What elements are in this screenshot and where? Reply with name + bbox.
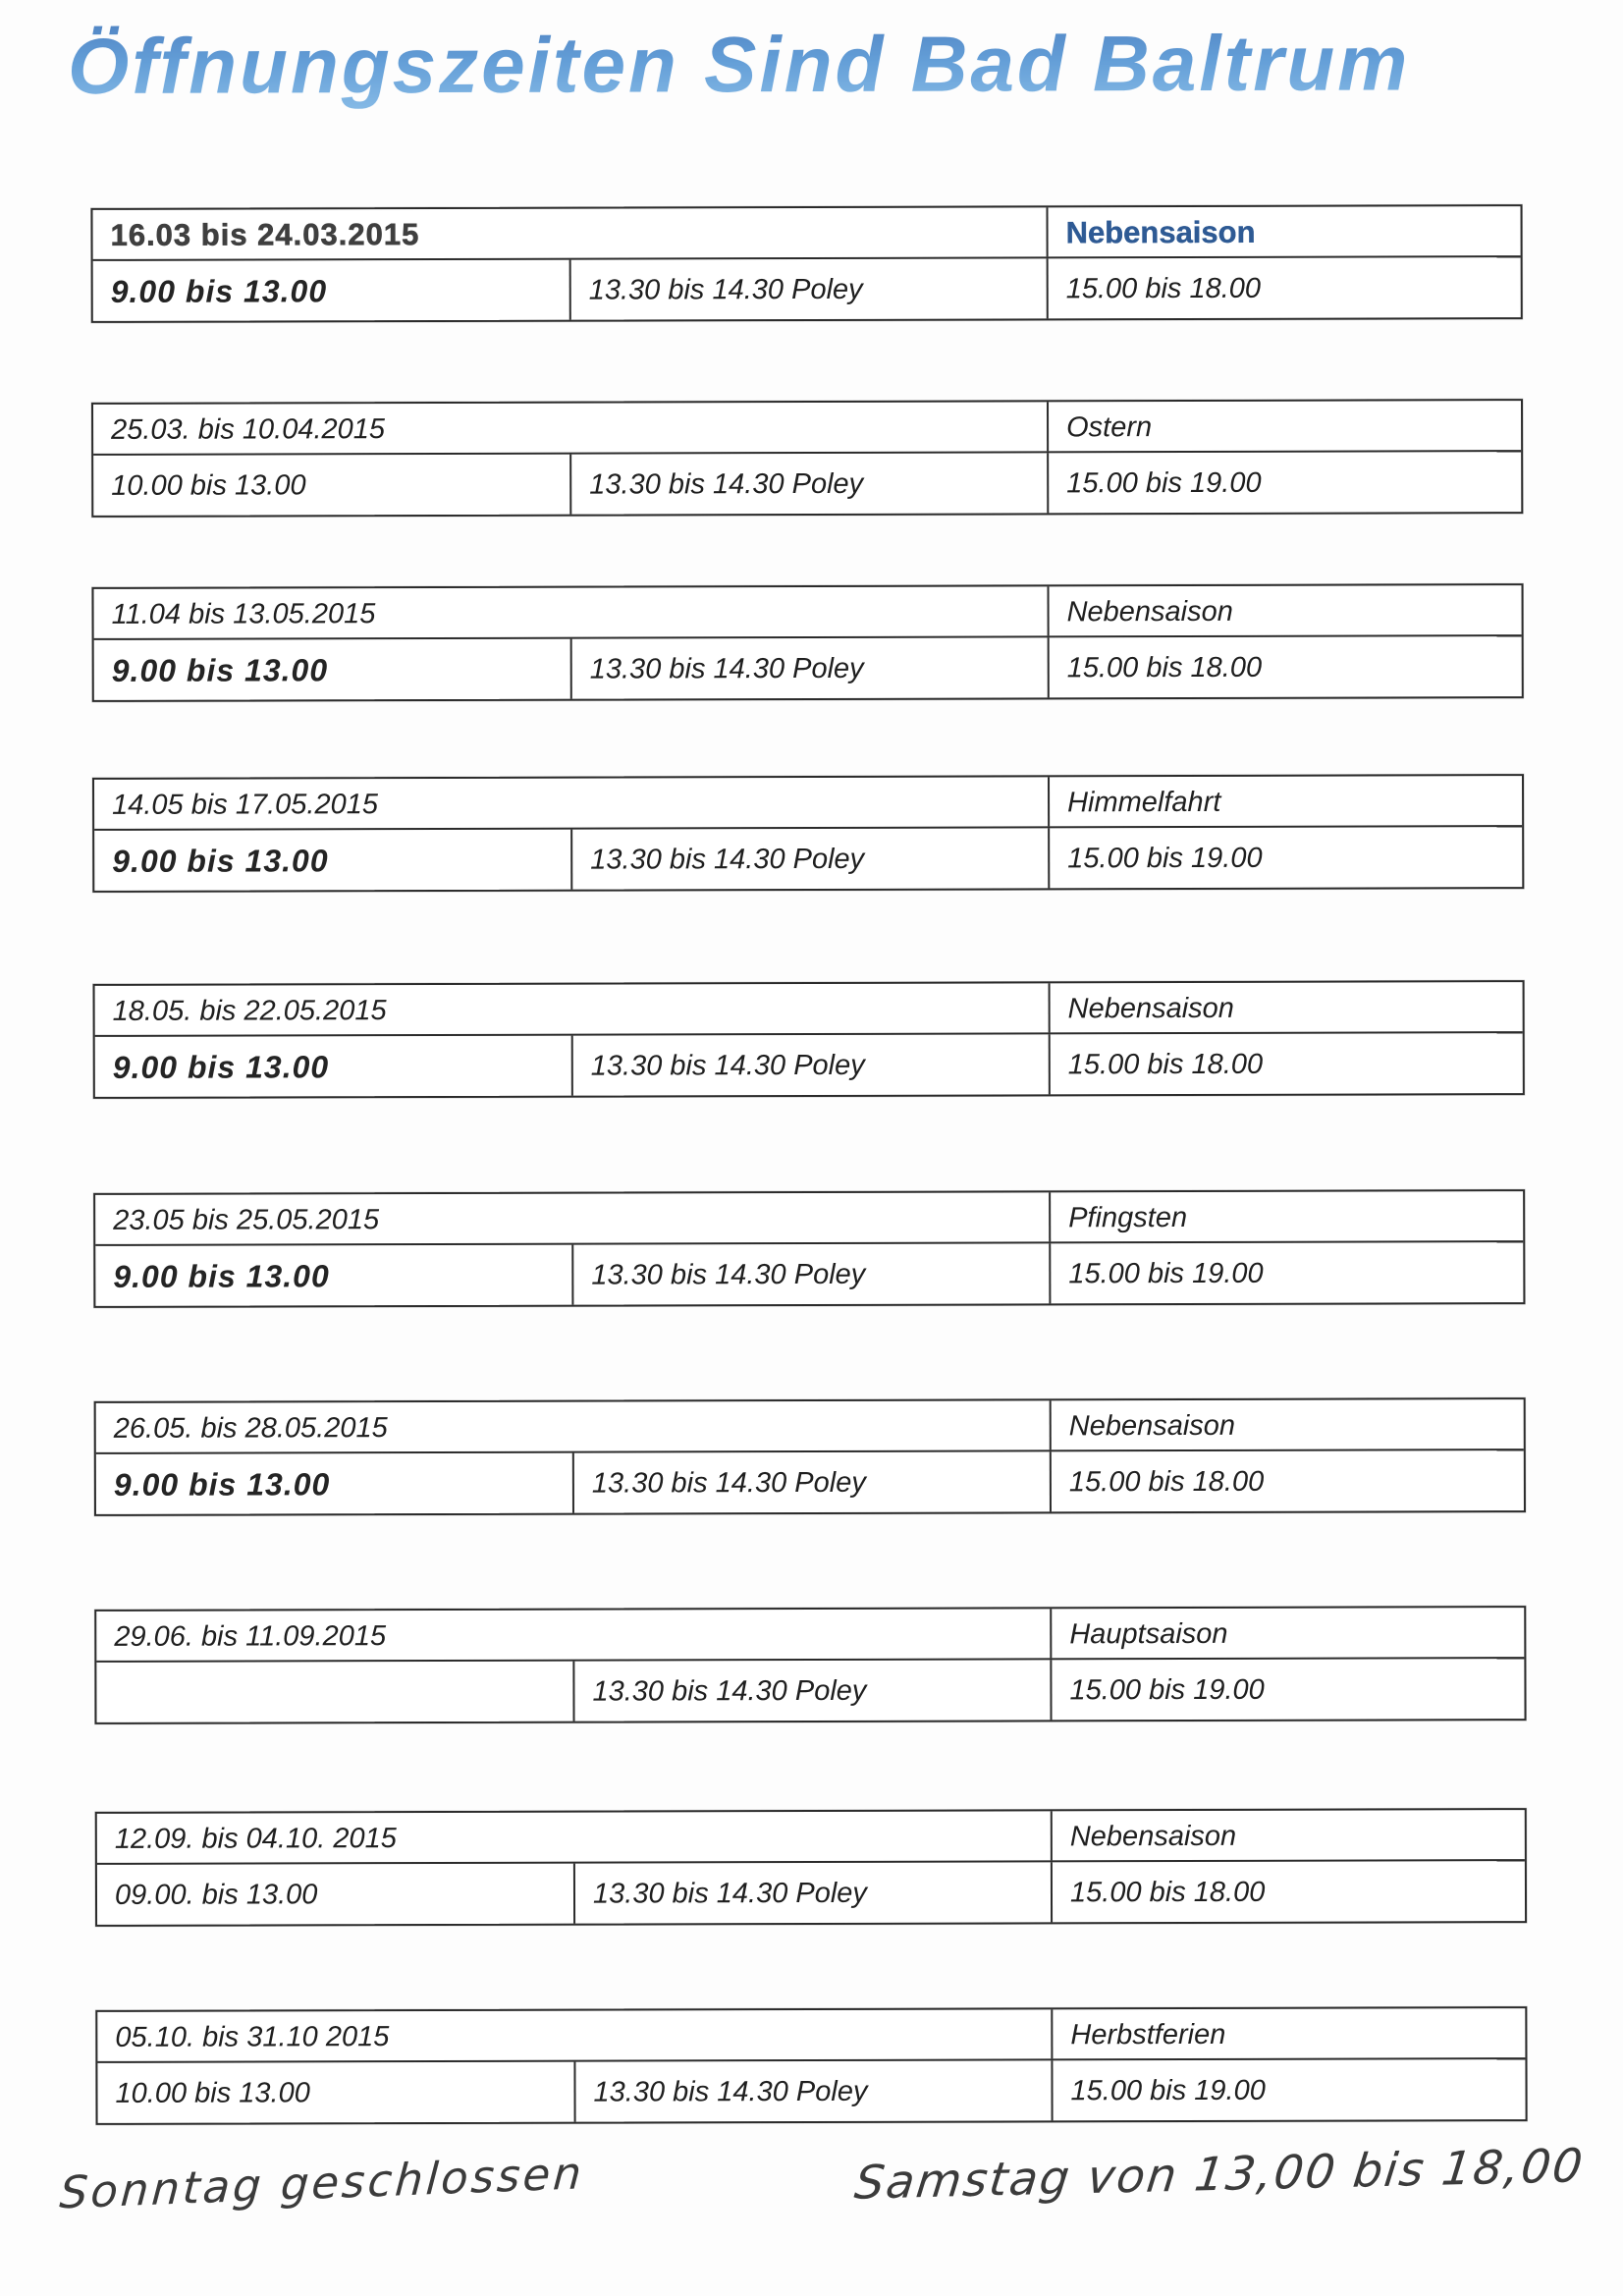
date-range-cell: 29.06. bis 11.09.2015 <box>96 1609 1052 1661</box>
poley-hours-cell: 13.30 bis 14.30 Poley <box>573 1034 1051 1095</box>
schedule-table-3 <box>92 583 1524 702</box>
poley-hours-cell: 13.30 bis 14.30 Poley <box>571 258 1049 319</box>
handwritten-note-sunday-closed: Sonntag geschlossen <box>58 2147 586 2219</box>
morning-hours-cell-empty <box>96 1662 574 1722</box>
morning-hours-cell: 10.00 bis 13.00 <box>97 2062 575 2123</box>
poley-hours-cell: 13.30 bis 14.30 Poley <box>575 2060 1053 2121</box>
afternoon-hours-cell: 15.00 bis 19.00 <box>1068 1257 1264 1290</box>
page-title: Öffnungszeiten Sind Bad Baltrum <box>67 19 1411 110</box>
morning-hours-cell: 9.00 bis 13.00 <box>93 260 571 321</box>
date-range-cell: 05.10. bis 31.10 2015 <box>97 2009 1053 2061</box>
morning-hours-cell: 10.00 bis 13.00 <box>93 455 571 516</box>
morning-hours-cell: 9.00 bis 13.00 <box>95 1245 573 1306</box>
date-range-cell: 18.05. bis 22.05.2015 <box>95 983 1051 1035</box>
poley-hours-cell: 13.30 bis 14.30 Poley <box>573 1243 1051 1304</box>
afternoon-hours-cell: 15.00 bis 18.00 <box>1065 272 1262 305</box>
afternoon-hours-cell: 15.00 bis 19.00 <box>1066 466 1262 500</box>
schedule-table-7 <box>94 1397 1526 1516</box>
schedule-table-4 <box>92 774 1524 893</box>
schedule-table-10 <box>95 2006 1527 2125</box>
morning-hours-cell: 9.00 bis 13.00 <box>95 1036 573 1097</box>
schedule-table-5 <box>93 980 1525 1099</box>
afternoon-hours-cell: 15.00 bis 18.00 <box>1066 651 1263 684</box>
morning-hours-cell: 09.00. bis 13.00 <box>97 1864 575 1925</box>
afternoon-hours-cell: 15.00 bis 19.00 <box>1069 1673 1265 1707</box>
afternoon-hours-cell: 15.00 bis 18.00 <box>1068 1465 1265 1499</box>
date-range-cell: 26.05. bis 28.05.2015 <box>96 1400 1052 1452</box>
poley-hours-cell: 13.30 bis 14.30 Poley <box>575 1862 1053 1923</box>
poley-hours-cell: 13.30 bis 14.30 Poley <box>574 1660 1052 1721</box>
season-cell: Herbstferien <box>1070 2018 1226 2050</box>
date-range-cell: 14.05 bis 17.05.2015 <box>94 777 1050 829</box>
season-cell: Nebensaison <box>1067 992 1234 1024</box>
season-cell: Himmelfahrt <box>1067 786 1221 818</box>
schedule-table-2 <box>91 399 1523 518</box>
schedule-table-8 <box>94 1606 1526 1724</box>
poley-hours-cell: 13.30 bis 14.30 Poley <box>572 828 1050 889</box>
schedule-table-1 <box>90 204 1522 323</box>
season-cell: Pfingsten <box>1068 1201 1188 1233</box>
season-cell: Nebensaison <box>1068 1409 1236 1442</box>
schedule-table-9 <box>95 1808 1527 1927</box>
afternoon-hours-cell: 15.00 bis 19.00 <box>1067 842 1263 875</box>
afternoon-hours-cell: 15.00 bis 18.00 <box>1069 1876 1266 1909</box>
poley-hours-cell: 13.30 bis 14.30 Poley <box>574 1451 1052 1512</box>
date-range-cell: 23.05 bis 25.05.2015 <box>95 1192 1051 1244</box>
season-cell: Nebensaison <box>1069 1820 1237 1852</box>
poley-hours-cell: 13.30 bis 14.30 Poley <box>572 637 1050 698</box>
date-range-cell: 25.03. bis 10.04.2015 <box>93 402 1049 454</box>
date-range-cell: 16.03 bis 24.03.2015 <box>92 207 1048 259</box>
season-cell: Hauptsaison <box>1069 1617 1228 1650</box>
date-range-cell: 12.09. bis 04.10. 2015 <box>97 1811 1053 1863</box>
handwritten-note-saturday-hours: Samstag von 13,00 bis 18,00 <box>851 2139 1588 2211</box>
season-cell: Nebensaison <box>1066 595 1233 628</box>
morning-hours-cell: 9.00 bis 13.00 <box>94 639 572 700</box>
date-range-cell: 11.04 bis 13.05.2015 <box>94 586 1050 638</box>
afternoon-hours-cell: 15.00 bis 19.00 <box>1070 2074 1266 2107</box>
schedule-table-6 <box>93 1189 1525 1308</box>
poley-hours-cell: 13.30 bis 14.30 Poley <box>571 453 1049 514</box>
season-cell: Nebensaison <box>1065 214 1256 250</box>
season-cell: Ostern <box>1066 410 1153 443</box>
morning-hours-cell: 9.00 bis 13.00 <box>96 1453 574 1514</box>
morning-hours-cell: 9.00 bis 13.00 <box>94 830 572 891</box>
afternoon-hours-cell: 15.00 bis 18.00 <box>1067 1048 1264 1081</box>
